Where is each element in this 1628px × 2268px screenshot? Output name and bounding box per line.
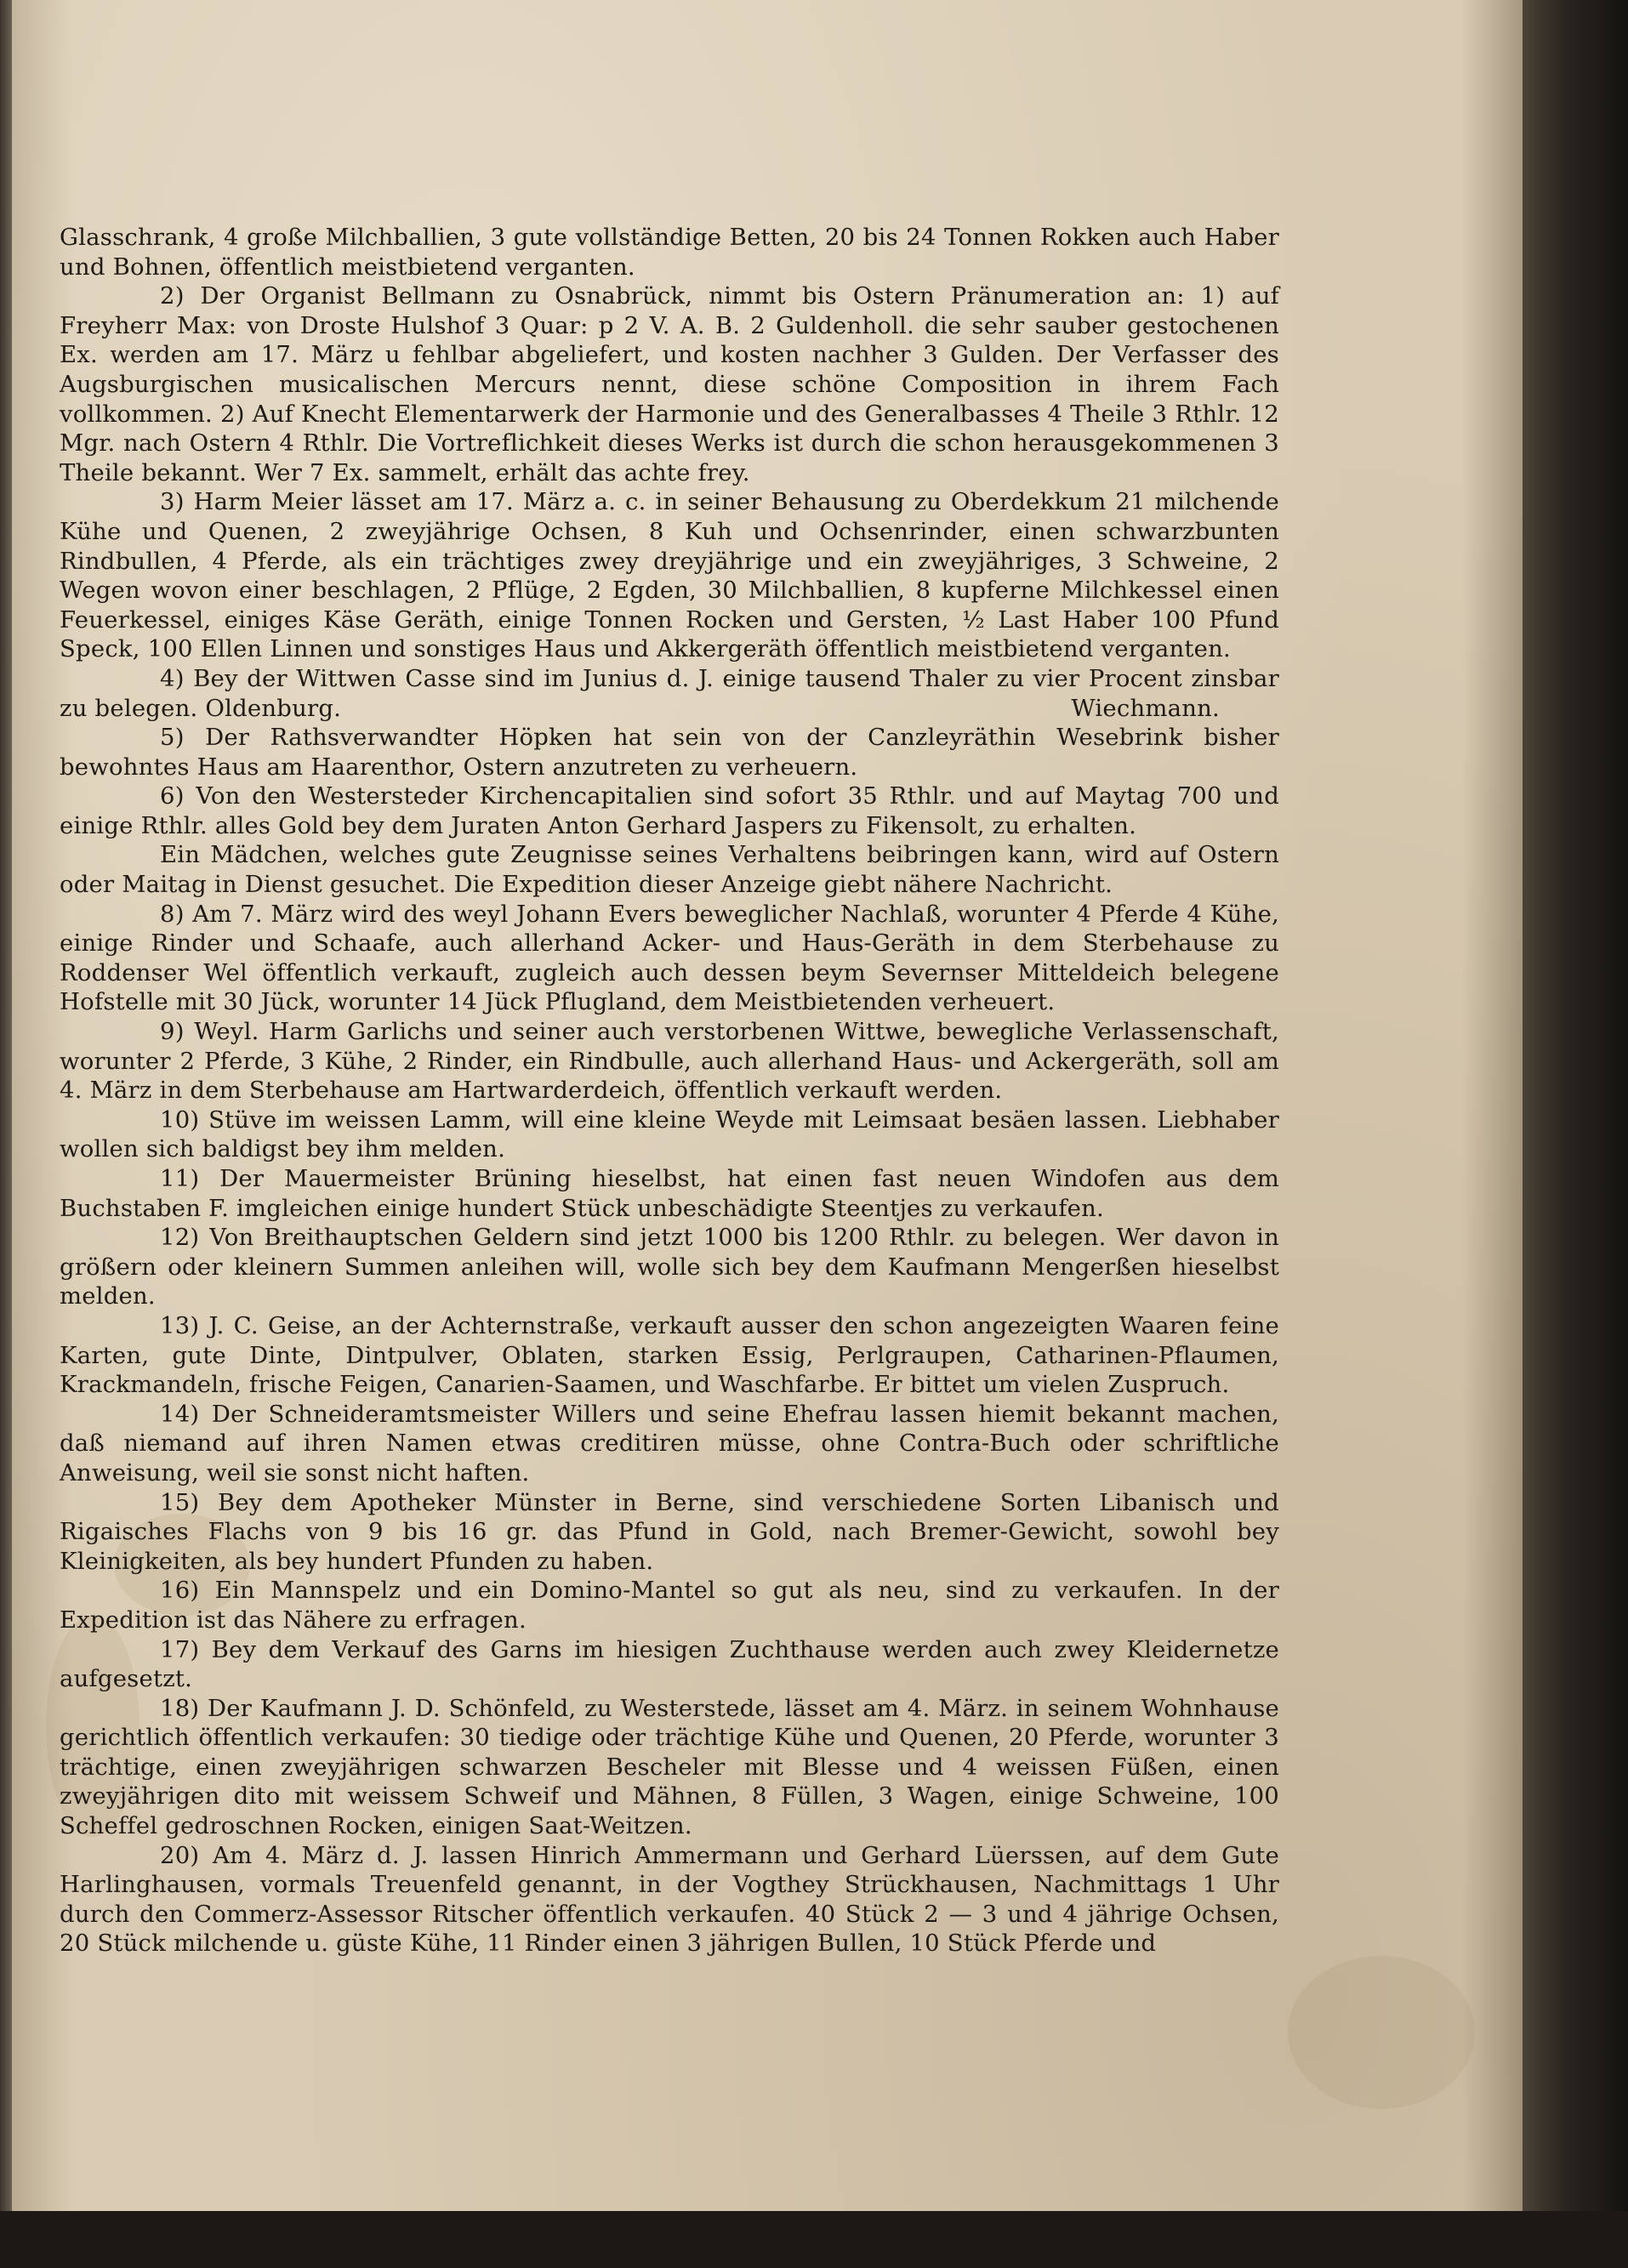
document-body <box>60 223 1279 1958</box>
advertisement-paragraph: 10) Stüve im weissen Lamm, will eine kleine Weyde mit Leimsaat besäen lassen. Liebhaber wollen sich baldigst bey ihm melden. <box>60 1106 1279 1163</box>
signature: Wiechmann. <box>1071 694 1220 722</box>
advertisement-paragraph: 16) Ein Mannspelz und ein Domino-Mantel so gut als neu, sind zu verkaufen. In der Expedition ist das Nähere zu erfragen. <box>60 1577 1279 1634</box>
advertisement-paragraph: 20) Am 4. März d. J. lassen Hinrich Ammermann und Gerhard Lüerssen, auf dem Gute Harlinghausen, vormals Treuenfeld genannt, in der Vogthey Strückhausen, Nachmittags 1 Uhr durch den Commerz-Assessor Ritscher öffentlich verkaufen. 40 Stück 2 — 3 und 4 jährige Ochsen, 20 Stück milchende u. güste Kühe, 11 Rinder einen 3 jährigen Bullen, 10 Stück Pferde und <box>60 1841 1279 1958</box>
paper-stain <box>1288 1956 1475 2109</box>
advertisement-paragraph: 11) Der Mauermeister Brüning hieselbst, hat einen fast neuen Windofen aus dem Buchstaben F. imgleichen einige hundert Stück unbeschädigte Steentjes zu verkaufen. <box>60 1165 1279 1222</box>
advertisement-paragraph: 6) Von den Westersteder Kirchencapitalien sind sofort 35 Rthlr. und auf Maytag 700 und einige Rthlr. alles Gold bey dem Juraten Anton Gerhard Jaspers zu Fikensolt, zu erhalten. <box>60 782 1279 839</box>
advertisement-paragraph: 15) Bey dem Apotheker Münster in Berne, sind verschiedene Sorten Libanisch und Rigaisches Flachs von 9 bis 16 gr. das Pfund in Gold, nach Bremer-Gewicht, sowohl bey Kleinigkeiten, als bey hundert Pfunden zu haben. <box>60 1488 1279 1575</box>
scan-frame-left <box>0 0 12 2268</box>
scan-frame-right <box>1523 0 1628 2268</box>
advertisement-paragraph: 4) Bey der Wittwen Casse sind im Junius d. J. einige tausend Thaler zu vier Procent zinsbar zu belegen. Oldenburg. <box>60 664 1279 722</box>
advertisement-paragraph: Glasschrank, 4 große Milchballien, 3 gute vollständige Betten, 20 bis 24 Tonnen Rokken auch Haber und Bohnen, öffentlich meistbietend verganten. <box>60 224 1279 281</box>
advertisement-paragraph: 12) Von Breithauptschen Geldern sind jetzt 1000 bis 1200 Rthlr. zu belegen. Wer davon in größern oder kleinern Summen anleihen will, wolle sich bey dem Kaufmann Mengerßen hieselbst melden. <box>60 1224 1279 1310</box>
advertisement-paragraph: 8) Am 7. März wird des weyl Johann Evers beweglicher Nachlaß, worunter 4 Pferde 4 Kühe, einige Rinder und Schaafe, auch allerhand Acker- und Haus-Geräth in dem Sterbehause zu Roddenser Wel öffentlich verkauft, zugleich auch dessen beym Severnser Mitteldeich belegene Hofstelle mit 30 Jück, worunter 14 Jück Pflugland, dem Meistbietenden verheuert. <box>60 900 1279 1016</box>
advertisement-paragraph: 17) Bey dem Verkauf des Garns im hiesigen Zuchthause werden auch zwey Kleidernetze aufgesetzt. <box>60 1635 1279 1693</box>
document-page <box>12 0 1523 2211</box>
advertisement-paragraph: 13) J. C. Geise, an der Achternstraße, verkauft ausser den schon angezeigten Waaren feine Karten, gute Dinte, Dintpulver, Oblaten, starken Essig, Perlgraupen, Catharinen-Pflaumen, Krackmandeln, frische Feigen, Canarien-Saamen, und Waschfarbe. Er bittet um vielen Zuspruch. <box>60 1311 1279 1399</box>
advertisement-paragraph: 14) Der Schneideramtsmeister Willers und seine Ehefrau lassen hiemit bekannt machen, daß niemand auf ihren Namen etwas creditiren müsse, ohne Contra-Buch oder schriftliche Anweisung, weil sie sonst nicht haften. <box>60 1400 1279 1486</box>
scan-frame-bottom <box>0 2211 1628 2268</box>
advertisement-paragraph: 2) Der Organist Bellmann zu Osnabrück, nimmt bis Ostern Pränumeration an: 1) auf Freyherr Max: von Droste Hulshof 3 Quar: p 2 V. A. B. 2 Guldenholl. die sehr sauber gestochenen Ex. werden am 17. März u fehlbar abgeliefert, und kosten nachher 3 Gulden. Der Verfasser des Augsburgischen musicalischen Mercurs nennt, diese schöne Composition in ihrem Fach vollkommen. 2) Auf Knecht Elementarwerk der Harmonie und des Generalbasses 4 Theile 3 Rthlr. 12 Mgr. nach Ostern 4 Rthlr. Die Vortreflichkeit dieses Werks ist durch die schon herausgekommenen 3 Theile bekannt. Wer 7 Ex. sammelt, erhält das achte frey. <box>60 282 1279 486</box>
advertisement-paragraph: Ein Mädchen, welches gute Zeugnisse seines Verhaltens beibringen kann, wird auf Ostern oder Maitag in Dienst gesuchet. Die Expedition dieser Anzeige giebt nähere Nachricht. <box>60 841 1279 899</box>
advertisement-paragraph: 5) Der Rathsverwandter Höpken hat sein von der Canzleyräthin Wesebrink bisher bewohntes Haus am Haarenthor, Ostern anzutreten zu verheuern. <box>60 724 1279 781</box>
advertisement-paragraph: 3) Harm Meier lässet am 17. März a. c. in seiner Behausung zu Oberdekkum 21 milchende Kühe und Quenen, 2 zweyjährige Ochsen, 8 Kuh und Ochsenrinder, einen schwarzbunten Rindbullen, 4 Pferde, als ein trächtiges zwey dreyjährige und ein zweyjähriges, 3 Schweine, 2 Wegen wovon einer beschlagen, 2 Pflüge, 2 Egden, 30 Milchballien, 8 kupferne Milchkessel einen Feuerkessel, einiges Käse Geräth, einige Tonnen Rocken und Gersten, ½ Last Haber 100 Pfund Speck, 100 Ellen Linnen und sonstiges Haus und Akkergeräth öffentlich meistbietend verganten. <box>60 488 1279 663</box>
advertisement-paragraph: 18) Der Kaufmann J. D. Schönfeld, zu Westerstede, lässet am 4. März. in seinem Wohnhause gerichtlich öffentlich verkaufen: 30 tiedige oder trächtige Kühe und Quenen, 20 Pferde, worunter 3 trächtige, einen zweyjährigen schwarzen Bescheler mit Blesse und 4 weissen Füßen, einen zweyjährigen dito mit weissem Schweif und Mähnen, 8 Füllen, 3 Wagen, einige Schweine, 100 Scheffel gedroschnen Rocken, einigen Saat-Weitzen. <box>60 1694 1279 1840</box>
advertisement-paragraph: 9) Weyl. Harm Garlichs und seiner auch verstorbenen Wittwe, bewegliche Verlassenschaft, worunter 2 Pferde, 3 Kühe, 2 Rinder, ein Rindbulle, auch allerhand Haus- und Ackergeräth, soll am 4. März in dem Sterbehause am Hartwarderdeich, öffentlich verkauft werden. <box>60 1018 1279 1105</box>
